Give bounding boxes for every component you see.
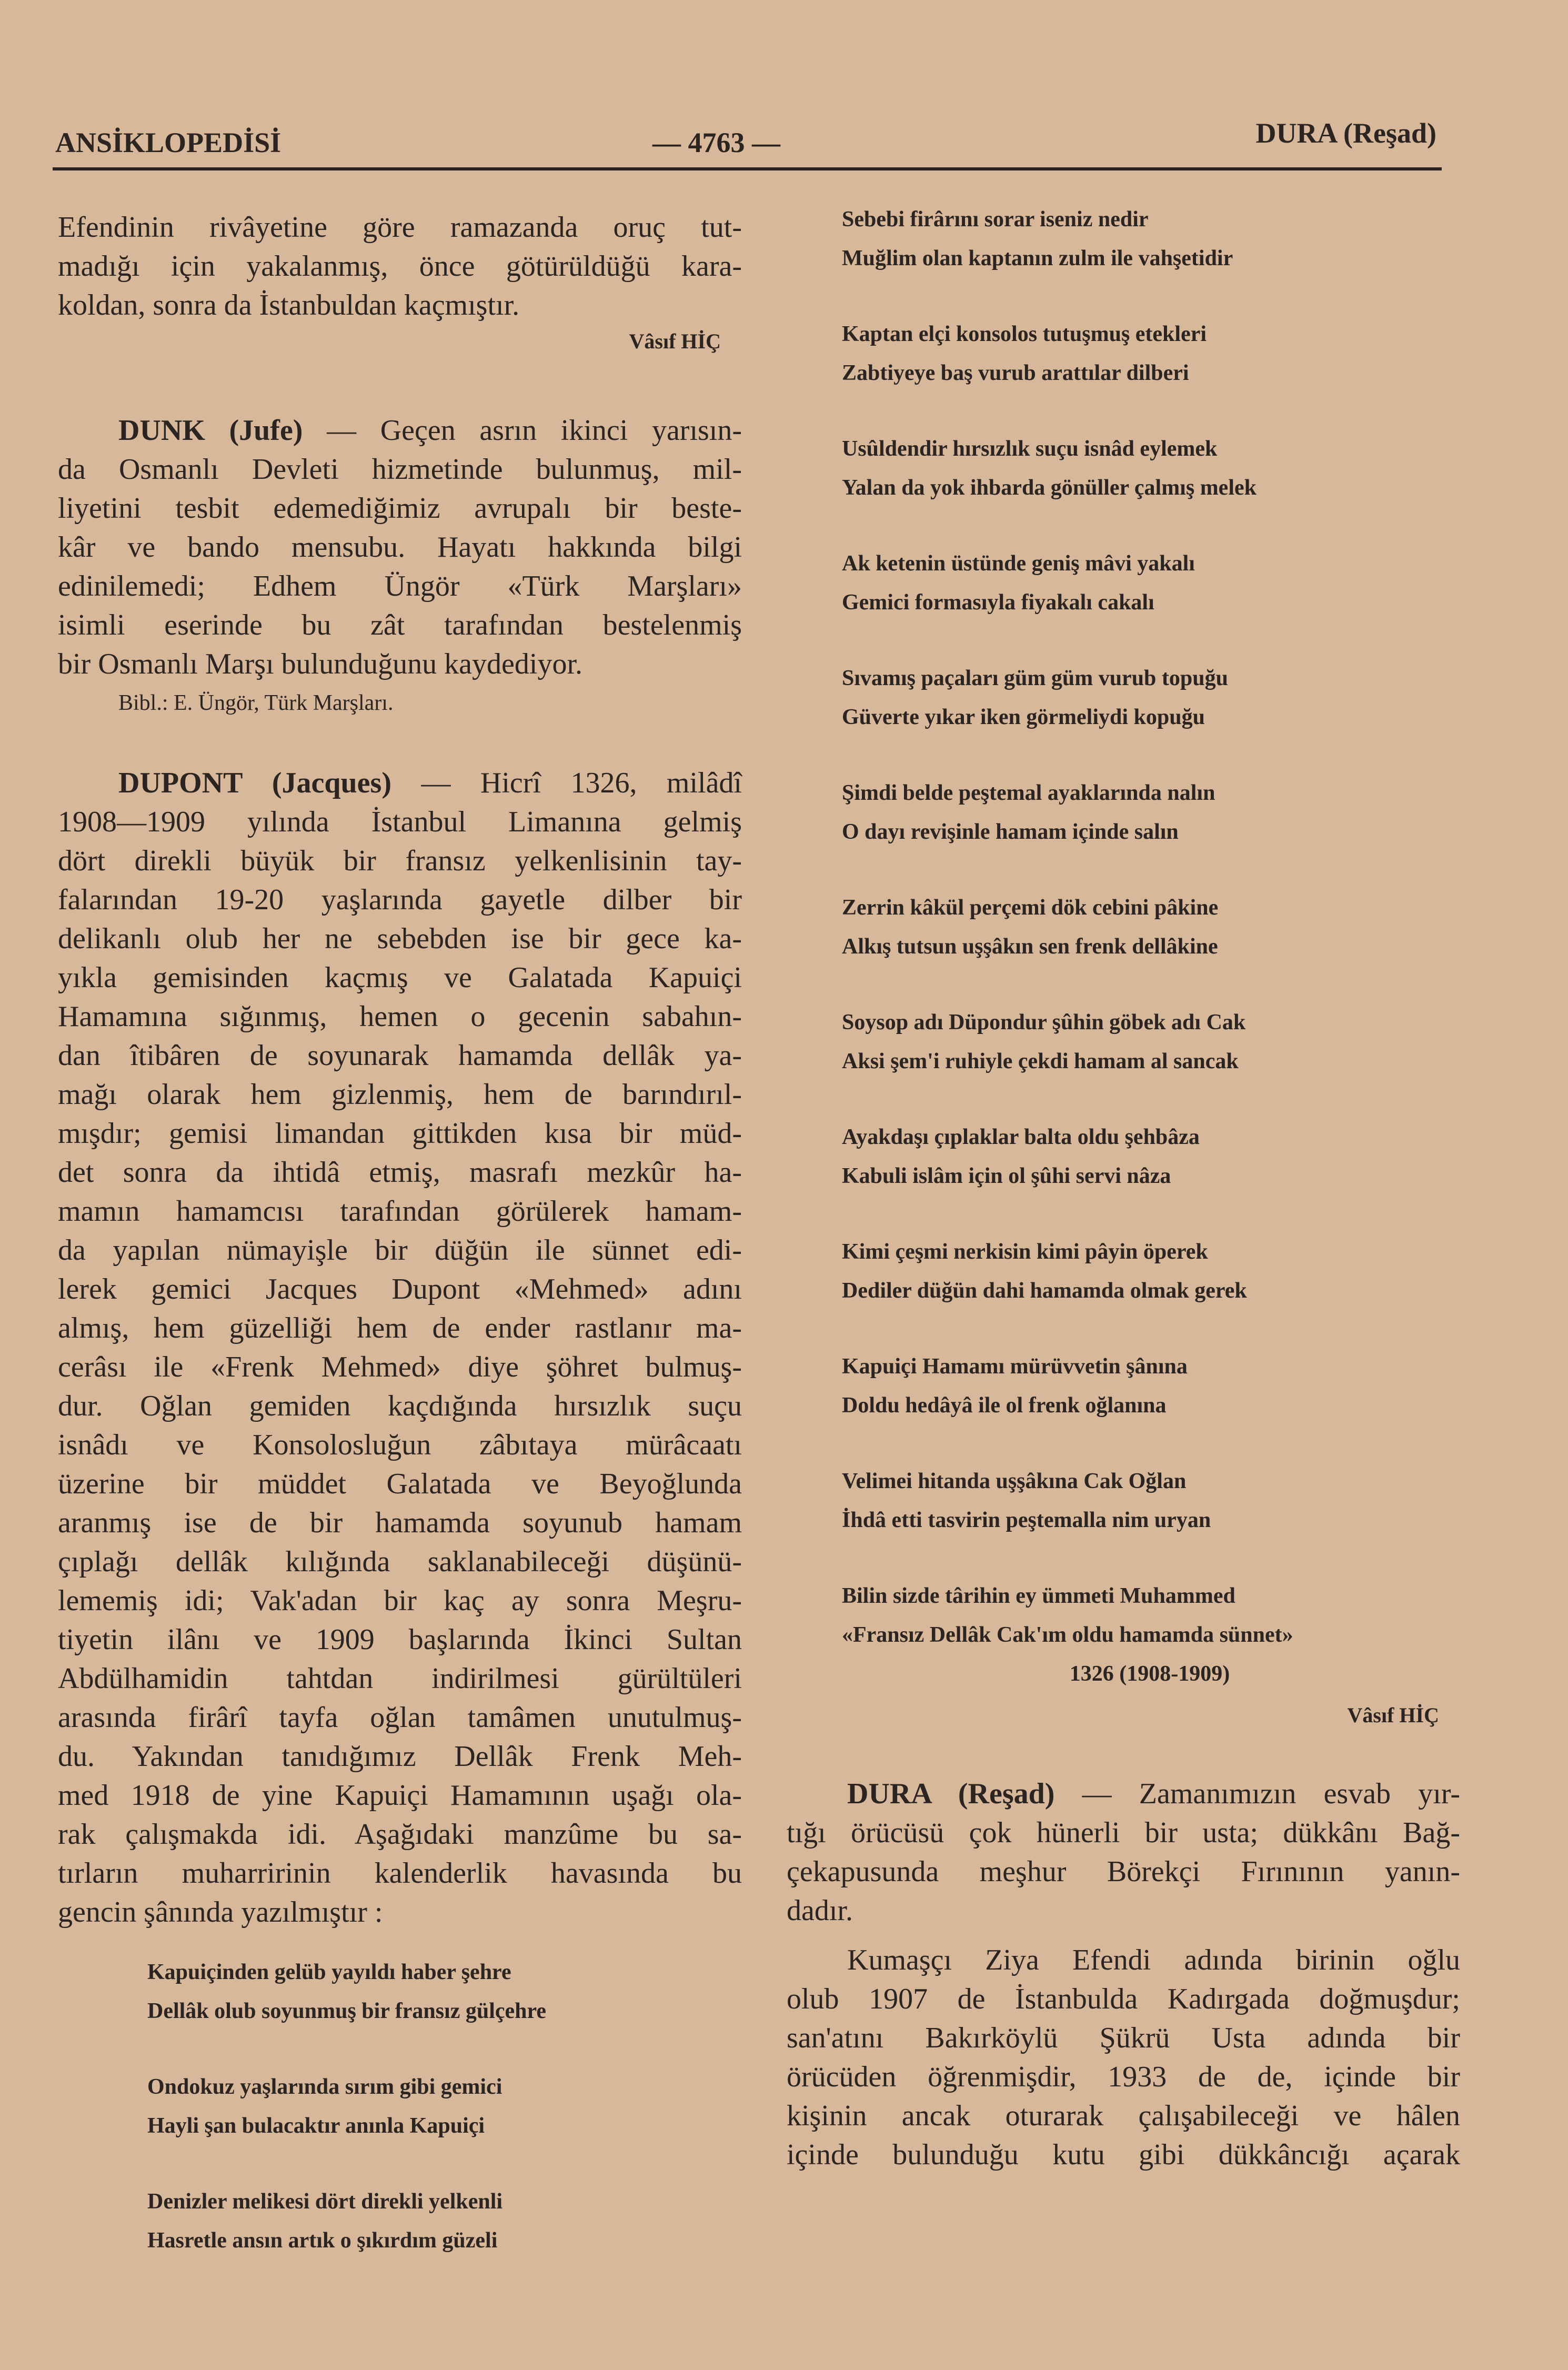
- text-line: [58, 1114, 742, 1153]
- poem-stanza: [842, 200, 1460, 278]
- poem-stanza: [842, 1576, 1460, 1654]
- text-line: [58, 528, 742, 567]
- line-text: tırların muharririnin kalenderlik havasında bu: [58, 1857, 742, 1890]
- poem-stanza: [842, 774, 1460, 851]
- poem-line: Soysop adı Düpondur şûhin göbek adı Cak: [842, 1010, 1246, 1035]
- text-line: [787, 1980, 1460, 2018]
- text-line: [58, 1659, 742, 1698]
- poem-stanza: [842, 659, 1460, 737]
- line-text: falarından 19-20 yaşlarında gayetle dilber bir: [58, 883, 742, 916]
- line-text: tiyetin ilânı ve 1909 başlarında İkinci Sultan: [58, 1623, 742, 1656]
- text-line: [787, 2135, 1460, 2174]
- poem-line: Kapuiçi Hamamı mürüvvetin şânına: [842, 1354, 1188, 1379]
- text-line: [58, 1270, 742, 1309]
- text-line: [58, 1309, 742, 1348]
- text-line: [58, 247, 742, 286]
- poem-line: Zabtiyeye baş vurub arattılar dilberi: [842, 361, 1189, 385]
- poem-line: Dediler düğün dahi hamamda olmak gerek: [842, 1279, 1247, 1303]
- text-line: [787, 2018, 1460, 2057]
- poem-line: Yalan da yok ihbarda gönüller çalmış melek: [842, 476, 1257, 500]
- text-line: [58, 880, 742, 919]
- poem-stanza: [842, 1347, 1460, 1425]
- entry-dura: [787, 1774, 1460, 1930]
- text-line: [58, 645, 742, 684]
- line-text: gencin şânında yazılmıştır :: [58, 1896, 383, 1929]
- text-line: [58, 1503, 742, 1542]
- line-text: mağı olarak hem gizlenmiş, hem de barındırıl-: [58, 1078, 742, 1111]
- poem-line: Doldu hedâyâ ile ol frenk oğlanına: [842, 1393, 1167, 1418]
- poem-line: Muğlim olan kaptanın zulm ile vahşetidir: [842, 246, 1233, 270]
- running-head-right: DURA (Reşad): [1255, 117, 1436, 149]
- line-text: liyetini tesbit edemediğimiz avrupalı bir beste-: [58, 492, 742, 525]
- poem-line: Velimei hitanda uşşâkına Cak Oğlan: [842, 1469, 1187, 1493]
- text-line: [58, 1192, 742, 1231]
- line-text: rak çalışmakda idi. Aşağıdaki manzûme bu sa-: [58, 1818, 742, 1851]
- line-text: — Zamanımızın esvab yır-: [1082, 1778, 1460, 1810]
- poem-stanza: [842, 1003, 1460, 1081]
- line-text: çekapusunda meşhur Börekçi Fırınının yanın-: [787, 1855, 1460, 1888]
- intro-paragraph: [58, 208, 742, 325]
- poem-stanza: [842, 429, 1460, 507]
- text-line: [58, 919, 742, 958]
- line-text: lerek gemici Jacques Dupont «Mehmed» adını: [58, 1273, 742, 1305]
- left-poem: [58, 1953, 742, 2260]
- poem-line: Hayli şan bulacaktır anınla Kapuiçi: [147, 2114, 485, 2138]
- text-line: [787, 1941, 1460, 1980]
- line-text: olub 1907 de İstanbulda Kadırgada doğmuşdur;: [787, 1983, 1460, 2015]
- line-text: Abdülhamidin tahtdan indirilmesi gürültüleri: [58, 1662, 742, 1695]
- line-text: örücüden öğrenmişdir, 1933 de de, içinde bir: [787, 2061, 1460, 2093]
- text-line: [58, 1231, 742, 1270]
- right-column: [787, 200, 1460, 2174]
- line-text: edinilemedi; Edhem Üngör «Türk Marşları»: [58, 570, 742, 602]
- entry-heading: DUPONT (Jacques): [118, 767, 391, 799]
- line-text: isnâdı ve Konsolosluğun zâbıtaya mürâcaatı: [58, 1429, 742, 1461]
- line-text: içinde bulunduğu kutu gibi dükkâncığı açarak: [787, 2138, 1460, 2171]
- text-line: [58, 1464, 742, 1503]
- poem-stanza: [147, 2182, 742, 2260]
- poem-stanza: [842, 315, 1460, 393]
- text-line: [787, 2096, 1460, 2135]
- header-rule: [53, 167, 1442, 170]
- poem-line: «Fransız Dellâk Cak'ım oldu hamamda sünnet»: [842, 1623, 1293, 1647]
- line-text: Kumaşçı Ziya Efendi adında birinin oğlu: [847, 1944, 1460, 1976]
- text-line: [58, 1737, 742, 1776]
- poem-stanza: [842, 544, 1460, 622]
- text-line: [58, 567, 742, 606]
- line-text: du. Yakından tanıdığımız Dellâk Frenk Meh-: [58, 1740, 742, 1773]
- text-line: [58, 1776, 742, 1815]
- poem-line: Alkış tutsun uşşâkın sen frenk dellâkine: [842, 935, 1218, 959]
- line-text: mışdır; gemisi limandan gittikden kısa bir müd-: [58, 1117, 742, 1150]
- text-line: [58, 1893, 742, 1932]
- poem-line: Aksi şem'i ruhiyle çekdi hamam al sancak: [842, 1049, 1239, 1073]
- text-line: [58, 958, 742, 997]
- text-line: [58, 208, 742, 247]
- poem-date: 1326 (1908-1909): [1069, 1662, 1230, 1686]
- text-line: [58, 1620, 742, 1659]
- line-text: Hamamına sığınmış, hemen o gecenin sabahın-: [58, 1000, 742, 1033]
- line-text: bir Osmanlı Marşı bulunduğunu kaydediyor.: [58, 648, 583, 680]
- line-text: dört direkli büyük bir fransız yelkenlisinin tay-: [58, 845, 742, 877]
- poem-line: Sıvamış paçaları güm güm vurub topuğu: [842, 666, 1228, 690]
- page-number: — 4763 —: [652, 127, 780, 158]
- poem-stanza: [147, 1953, 742, 2031]
- poem-line: Kimi çeşmi nerkisin kimi pâyin öperek: [842, 1240, 1208, 1264]
- line-text: delikanlı olub her ne sebebden ise bir gece ka-: [58, 922, 742, 955]
- text-line: [787, 1852, 1460, 1891]
- dunk-bibliography: Bibl.: E. Üngör, Türk Marşları.: [118, 691, 394, 715]
- line-text: — Hicrî 1326, milâdî: [421, 767, 742, 799]
- entry-dupont: [58, 764, 742, 1932]
- line-text: koldan, sonra da İstanbuldan kaçmıştır.: [58, 289, 520, 322]
- line-text: 1908—1909 yılında İstanbul Limanına gelmiş: [58, 806, 742, 838]
- text-line: [58, 841, 742, 880]
- line-text: da Osmanlı Devleti hizmetinde bulunmuş, mil-: [58, 453, 742, 486]
- poem-line: O dayı revişinle hamam içinde salın: [842, 820, 1179, 844]
- text-line: [58, 1854, 742, 1893]
- poem-line: Sebebi firârını sorar iseniz nedir: [842, 207, 1149, 232]
- poem-stanza: [842, 1462, 1460, 1540]
- poem-line: İhdâ etti tasvirin peştemalla nim uryan: [842, 1508, 1211, 1532]
- poem-line: Usûldendir hırsızlık suçu isnâd eylemek: [842, 437, 1218, 461]
- poem-line: Ayakdaşı çıplaklar balta oldu şehbâza: [842, 1125, 1200, 1149]
- line-text: dadır.: [787, 1894, 853, 1927]
- poem-stanza: [147, 2067, 742, 2145]
- poem-line: Ak ketenin üstünde geniş mâvi yakalı: [842, 551, 1195, 576]
- poem-line: Bilin sizde târihin ey ümmeti Muhammed: [842, 1584, 1235, 1608]
- poem-line: Kabuli islâm için ol şûhi servi nâza: [842, 1164, 1171, 1188]
- poem-line: Kaptan elçi konsolos tutuşmuş etekleri: [842, 322, 1207, 346]
- text-line: [787, 2057, 1460, 2096]
- line-text: da yapılan nümayişle bir düğün ile sünnet edi-: [58, 1234, 742, 1267]
- poem-stanza: [842, 1232, 1460, 1310]
- entry-dura-continued: [787, 1941, 1460, 2174]
- left-column: [58, 208, 742, 2297]
- line-text: Efendinin rivâyetine göre ramazanda oruç tut-: [58, 211, 742, 244]
- line-text: cerâsı ile «Frenk Mehmed» diye şöhret bulmuş-: [58, 1351, 742, 1383]
- line-text: mamın hamamcısı tarafından görülerek hamam-: [58, 1195, 742, 1228]
- text-line: [58, 1542, 742, 1581]
- text-line: [58, 802, 742, 841]
- line-text: med 1918 de yine Kapuiçi Hamamının uşağı ola-: [58, 1779, 742, 1812]
- line-text: dan îtibâren de soyunarak hamamda dellâk ya-: [58, 1039, 742, 1072]
- text-line: [58, 450, 742, 489]
- line-text: — Geçen asrın ikinci yarısın-: [327, 414, 742, 447]
- poem-line: Gemici formasıyla fiyakalı cakalı: [842, 590, 1154, 615]
- text-line: [58, 286, 742, 325]
- poem-line: Hasretle ansın artık o şıkırdım güzeli: [147, 2228, 498, 2253]
- line-text: almış, hem güzelliği hem de ender rastlanır ma-: [58, 1312, 742, 1344]
- running-head-left: ANSİKLOPEDİSİ: [55, 127, 282, 158]
- text-line: [787, 1891, 1460, 1930]
- line-text: tığı örücüsü çok hünerli bir usta; dükkânı Bağ-: [787, 1816, 1460, 1849]
- line-text: yıkla gemisinden kaçmış ve Galatada Kapuiçi: [58, 961, 742, 994]
- text-line: [58, 1425, 742, 1464]
- line-text: üzerine bir müddet Galatada ve Beyoğlunda: [58, 1468, 742, 1500]
- line-text: madığı için yakalanmış, önce götürüldüğü kara-: [58, 250, 742, 283]
- poem-line: Kapuiçinden gelüb yayıldı haber şehre: [147, 1960, 511, 1984]
- line-text: dur. Oğlan gemiden kaçdığında hırsızlık suçu: [58, 1390, 742, 1422]
- line-text: san'atını Bakırköylü Şükrü Usta adında bir: [787, 2022, 1460, 2054]
- text-line: [58, 1153, 742, 1192]
- poem-stanza: [842, 1118, 1460, 1196]
- text-line: [58, 1075, 742, 1114]
- text-line: [58, 411, 742, 450]
- text-line: [58, 1348, 742, 1387]
- intro-signature: Vâsıf HİÇ: [629, 329, 721, 353]
- text-line: [58, 997, 742, 1036]
- poem-stanza: [842, 888, 1460, 966]
- line-text: det sonra da ihtidâ etmiş, masrafı mezkûr ha-: [58, 1156, 742, 1189]
- line-text: aranmış ise de bir hamamda soyunub hamam: [58, 1507, 742, 1539]
- poem-line: Denizler melikesi dört direkli yelkenli: [147, 2190, 503, 2214]
- line-text: isimli eserinde bu zât tarafından bestelenmiş: [58, 609, 742, 641]
- line-text: kişinin ancak oturarak çalışabileceği ve hâlen: [787, 2100, 1460, 2132]
- text-line: [58, 1698, 742, 1737]
- line-text: lememiş idi; Vak'adan bir kaç ay sonra Meşru-: [58, 1584, 742, 1617]
- poem-line: Dellâk olub soyunmuş bir fransız gülçehre: [147, 1999, 547, 2023]
- text-line: [58, 606, 742, 645]
- text-line: [58, 1036, 742, 1075]
- text-line: [58, 764, 742, 802]
- line-text: çıplağı dellâk kılığında saklanabileceği düşünü-: [58, 1545, 742, 1578]
- entry-dunk: [58, 411, 742, 684]
- entry-heading: DURA (Reşad): [847, 1778, 1055, 1810]
- right-poem: [787, 200, 1460, 1654]
- poem-line: Zerrin kâkül perçemi dök cebini pâkine: [842, 896, 1219, 920]
- text-line: [58, 489, 742, 528]
- text-line: [58, 1387, 742, 1425]
- text-line: [787, 1813, 1460, 1852]
- poem-line: Şimdi belde peştemal ayaklarında nalın: [842, 781, 1215, 805]
- poem-line: Güverte yıkar iken görmeliydi kopuğu: [842, 705, 1205, 729]
- text-line: [58, 1815, 742, 1854]
- text-line: [58, 1581, 742, 1620]
- poem-signature: Vâsıf HİÇ: [1347, 1703, 1439, 1727]
- entry-heading: DUNK (Jufe): [118, 414, 303, 447]
- poem-line: Ondokuz yaşlarında sırım gibi gemici: [147, 2075, 502, 2099]
- line-text: kâr ve bando mensubu. Hayatı hakkında bilgi: [58, 531, 742, 564]
- text-line: [787, 1774, 1460, 1813]
- line-text: arasında firârî tayfa oğlan tamâmen unutulmuş-: [58, 1701, 742, 1734]
